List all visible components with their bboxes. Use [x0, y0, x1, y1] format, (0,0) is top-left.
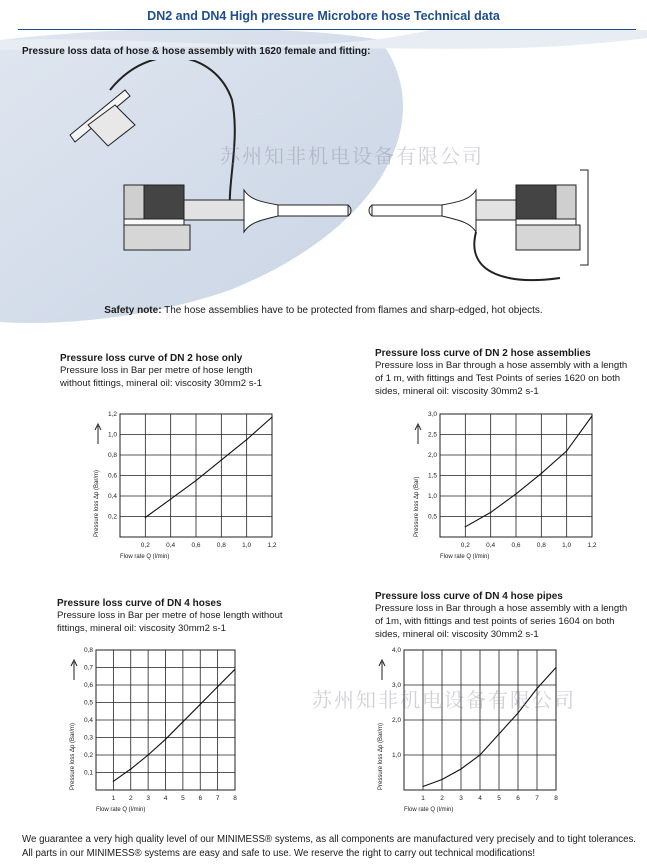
chart-2-desc-line: of 1 m, with fittings and Test Points of series 1620 on both: [375, 373, 621, 384]
x-tick-label: 0,2: [460, 542, 470, 549]
chart-dn4-hose-pipes: [368, 640, 568, 820]
chart-3-desc-line: Pressure loss in Bar per metre of hose length without: [57, 610, 283, 621]
data-point: [541, 473, 542, 474]
data-point: [217, 686, 218, 687]
chart-2-title: Pressure loss curve of DN 2 hose assemblies: [375, 348, 591, 359]
x-tick-label: 1,2: [267, 542, 277, 549]
x-tick-label: 0,6: [191, 542, 201, 549]
y-tick-label: 2,5: [427, 431, 437, 439]
title-divider: [18, 29, 636, 30]
y-tick-label: 3,0: [391, 682, 401, 689]
x-tick-label: 8: [233, 795, 237, 802]
x-tick-label: 6: [198, 795, 203, 802]
data-point: [422, 786, 423, 787]
y-tick-label: 0,2: [107, 513, 117, 521]
data-point: [195, 480, 196, 481]
y-tick-label: 0,4: [83, 717, 93, 724]
chart-4-header: [375, 591, 640, 641]
data-point: [145, 517, 146, 518]
x-axis-label: Flow rate Q (l/min): [120, 554, 170, 560]
data-point: [555, 667, 556, 668]
x-tick-label: 0,8: [536, 542, 546, 549]
y-axis-label: Pressure loss Δp (Bar): [414, 476, 420, 537]
y-tick-label: 0,8: [107, 452, 117, 459]
chart-1-desc-line: Pressure loss in Bar per metre of hose length: [60, 365, 253, 376]
chart-dn4-hoses: [50, 640, 250, 820]
data-point: [490, 512, 491, 513]
chart-dn2-hose-assemblies: [370, 402, 610, 567]
y-tick-label: 1,2: [107, 411, 117, 418]
x-tick-label: 1: [111, 795, 116, 802]
safety-note-label: Safety note:: [104, 305, 162, 316]
y-tick-label: 0,3: [83, 734, 93, 742]
x-tick-label: 8: [554, 795, 558, 802]
data-point: [498, 733, 499, 734]
y-tick-label: 1,0: [107, 431, 117, 439]
y-tick-label: 2,0: [391, 717, 401, 724]
data-point: [234, 669, 235, 670]
chart-4-title: Pressure loss curve of DN 4 hose pipes: [375, 591, 563, 602]
x-tick-label: 6: [516, 795, 520, 802]
y-tick-label: 1,0: [391, 752, 401, 759]
x-tick-label: 0,2: [140, 542, 150, 549]
data-point: [479, 754, 480, 755]
x-tick-label: 7: [535, 795, 539, 802]
data-point: [246, 439, 247, 440]
x-tick-label: 1: [421, 795, 425, 802]
x-tick-label: 5: [497, 795, 501, 802]
data-point: [170, 498, 171, 499]
x-tick-label: 1,2: [587, 542, 597, 549]
y-tick-label: 0,7: [83, 664, 93, 672]
right-fitting-drawing: [369, 170, 588, 280]
data-point: [465, 526, 466, 527]
chart-2-desc-line: sides, mineral oil: viscosity 30mm2 s-1: [375, 386, 539, 397]
data-point: [148, 754, 149, 755]
x-tick-label: 0,4: [166, 542, 176, 549]
x-axis-label: Flow rate Q (l/min): [404, 807, 454, 813]
y-tick-label: 0,5: [83, 699, 93, 707]
x-tick-label: 3: [146, 795, 150, 802]
data-point: [271, 416, 272, 417]
watermark-text: 苏州知非机电设备有限公司: [220, 146, 484, 168]
x-tick-label: 4: [163, 795, 168, 802]
chart-2-header: [375, 348, 640, 398]
chart-3-desc-line: fittings, mineral oil: viscosity 30mm2 s-1: [57, 623, 227, 634]
y-tick-label: 0,4: [107, 493, 117, 500]
y-tick-label: 1,0: [427, 493, 437, 500]
x-tick-label: 2: [440, 795, 444, 802]
y-tick-label: 2,0: [427, 452, 437, 459]
data-point: [441, 779, 442, 780]
y-tick-label: 3,0: [427, 411, 437, 418]
footer-disclaimer: We guarantee a very high quality level of our MINIMESS® systems, as all components are manufactured very precisely and to tight tolerances. All parts in our MINIMESS® systems are easy and safe to use. We reserve the right to carry out technical modifications!: [22, 834, 636, 859]
chart-1-desc-line: without fittings, mineral oil: viscosity 30mm2 s-1: [60, 378, 263, 389]
chart-3-title: Pressure loss curve of DN 4 hoses: [57, 598, 222, 609]
chart-4-desc-line: of 1m, with fittings and test points of series 1604 on both: [375, 616, 615, 627]
y-axis-label: Pressure loss Δp (Bar/m): [94, 469, 100, 537]
y-tick-label: 1,5: [427, 472, 437, 480]
diagram-caption: Pressure loss data of hose & hose assembly with 1620 female and fitting:: [22, 46, 371, 57]
safety-note-text: The hose assemblies have to be protected from flames and sharp-edged, hot objects.: [164, 305, 543, 316]
data-point: [200, 704, 201, 705]
y-tick-label: 0,6: [107, 472, 117, 480]
data-point: [182, 721, 183, 722]
x-tick-label: 5: [181, 795, 185, 802]
y-tick-label: 0,5: [427, 513, 437, 521]
y-axis-label: Pressure loss Δp (Bar/m): [70, 722, 76, 790]
x-tick-label: 7: [215, 795, 220, 802]
x-tick-label: 1,0: [562, 542, 572, 549]
data-point: [515, 493, 516, 494]
y-tick-label: 0,1: [83, 769, 93, 777]
x-tick-label: 2: [128, 795, 133, 802]
data-point: [591, 415, 592, 416]
chart-4-desc-line: Pressure loss in Bar through a hose assembly with a length: [375, 603, 628, 614]
x-axis-label: Flow rate Q (l/min): [96, 807, 146, 813]
data-point: [130, 768, 131, 769]
x-tick-label: 0,4: [486, 542, 496, 549]
x-axis-label: Flow rate Q (l/min): [440, 554, 490, 560]
hose-assembly-drawing: [40, 60, 610, 300]
y-tick-label: 0,8: [83, 647, 93, 654]
chart-3-header: [57, 598, 342, 635]
left-fitting-drawing: [124, 185, 351, 250]
safety-note: [0, 305, 647, 316]
y-axis-label: Pressure loss Δp (Bar/m): [378, 722, 384, 790]
data-point: [113, 781, 114, 782]
x-tick-label: 4: [478, 795, 482, 802]
data-point: [165, 739, 166, 740]
chart-1-title: Pressure loss curve of DN 2 hose only: [60, 353, 243, 364]
chart-dn2-hose-only: [50, 402, 290, 567]
y-tick-label: 4,0: [391, 647, 401, 654]
x-tick-label: 0,8: [216, 542, 226, 549]
y-tick-label: 0,2: [83, 752, 93, 759]
data-point: [566, 450, 567, 451]
x-tick-label: 0,6: [511, 542, 521, 549]
y-tick-label: 0,6: [83, 682, 93, 689]
x-tick-label: 1,0: [242, 542, 252, 549]
chart-2-desc-line: Pressure loss in Bar through a hose assembly with a length: [375, 360, 628, 371]
chart-1-header: [60, 353, 340, 390]
x-tick-label: 3: [459, 795, 463, 802]
data-point: [460, 768, 461, 769]
page-title: DN2 and DN4 High pressure Microbore hose Technical data: [147, 9, 500, 23]
data-point: [221, 460, 222, 461]
watermark-text: 苏州知非机电设备有限公司: [312, 690, 576, 712]
chart-4-desc-line: sides, mineral oil: viscosity 30mm2 s-1: [375, 629, 539, 640]
